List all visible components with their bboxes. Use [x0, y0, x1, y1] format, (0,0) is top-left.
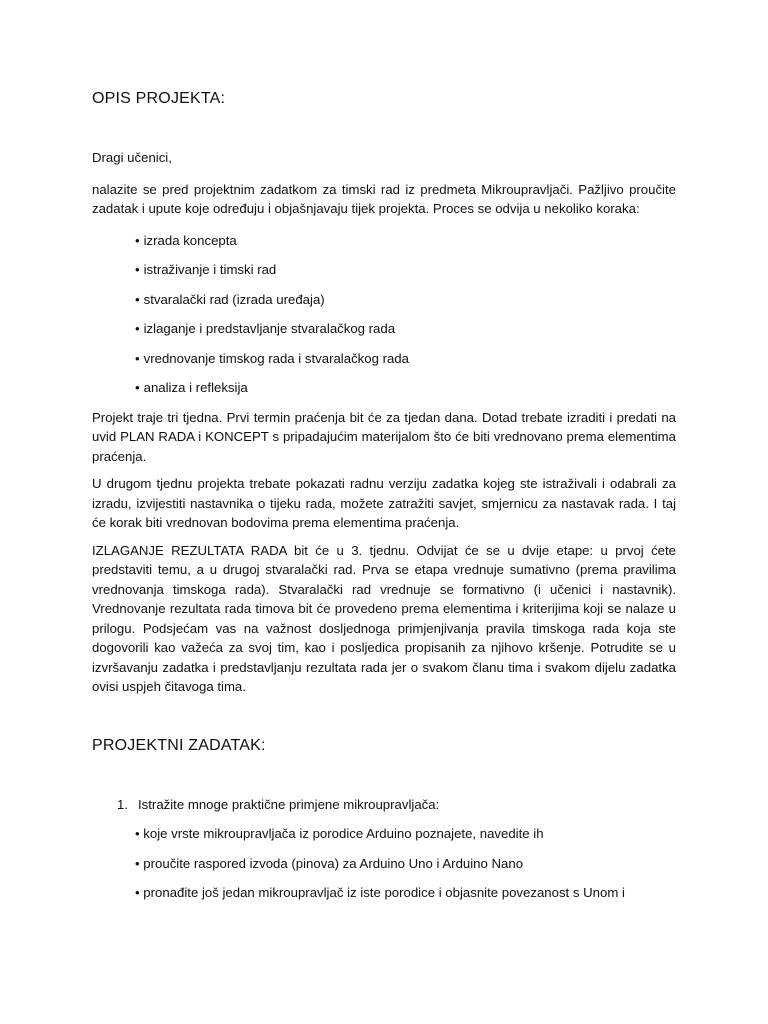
intro-paragraph: nalazite se pred projektnim zadatkom za timski rad iz predmeta Mikroupravljači. Pažljivo proučite zadatak i upute koje određuju i objašnjavaju tijek projekta. Proces se odvija u nekoliko koraka:	[92, 181, 676, 216]
list-item: • proučite raspored izvoda (pinova) za Arduino Uno i Arduino Nano	[135, 855, 524, 871]
process-steps-list	[92, 231, 676, 398]
section-heading-projektni-zadatak: PROJEKTNI ZADATAK:	[92, 736, 266, 754]
task-number: 1.	[117, 796, 128, 812]
list-item: • izrada koncepta	[135, 232, 237, 248]
bullet-icon: •	[135, 350, 140, 366]
paragraph-duration: Projekt traje tri tjedna. Prvi termin praćenja bit će za tjedan dana. Dotad trebate izraditi i predati na uvid PLAN RADA i KONCEPT s pripadajućim materijalom što će biti vrednovano prema elementima praćenja.	[92, 409, 676, 464]
section-heading-opis-projekta: OPIS PROJEKTA:	[92, 90, 226, 107]
task-item	[117, 795, 676, 903]
bullet-icon: •	[135, 380, 140, 395]
list-item: • istraživanje i timski rad	[135, 262, 277, 277]
paragraph-presentation: IZLAGANJE REZULTATA RADA bit će u 3. tjednu. Odvijat će se u dvije etape: u prvoj ćete predstaviti temu, a u drugoj stvaralački rad. Prva se etapa vrednuje sumativno (prema pravilima vrednovanja timskoga rada). Stvaralački rad vrednuje se formativno (i učenici i nastavnik). Vrednovanje rezultata rada timova bit će provedeno prema elementima i kriterijima koji se nalaze u prilogu. Podsjećam vas na važnost dosljednoga primjenjivanja pravila timskoga rada koja ste dogovorili kao važeća za svoj tim, kao i posljedica propisanih za njihovo kršenje. Potrudite se u izvršavanju zadatka i predstavljanju rezultata rada jer o svakom članu tima i svakom dijelu zadatka ovisi uspjeh čitavoga tima.	[92, 542, 676, 694]
task-title: Istražite mnoge praktične primjene mikroupravljača:	[138, 796, 440, 812]
greeting: Dragi učenici,	[92, 150, 172, 165]
bullet-icon: •	[135, 291, 140, 307]
list-item: • analiza i refleksija	[135, 380, 248, 395]
list-item: • izlaganje i predstavljanje stvaralačkog rada	[135, 321, 396, 336]
list-item: • koje vrste mikroupravljača iz porodice Arduino poznajete, navedite ih	[135, 826, 544, 841]
paragraph-second-week: U drugom tjednu projekta trebate pokazati radnu verziju zadatka kojeg ste istraživali i odabrali za izradu, izvijestiti nastavnika o tijeku rada, možete zatražiti savjet, smjernicu za nastavak rada. I taj će korak biti vrednovan bodovima prema elementima praćenja.	[92, 476, 676, 530]
list-item: • vrednovanje timskog rada i stvaralačkog rada	[135, 350, 409, 366]
task-list	[92, 795, 676, 903]
task-subitems	[117, 824, 676, 903]
bullet-icon: •	[135, 855, 140, 871]
bullet-icon: •	[135, 826, 140, 841]
bullet-icon: •	[135, 262, 140, 277]
bullet-icon: •	[135, 232, 140, 248]
bullet-icon: •	[135, 321, 140, 336]
list-item: • pronađite još jedan mikroupravljač iz iste porodice i objasnite povezanost s Unom i	[135, 885, 625, 900]
list-item: • stvaralački rad (izrada uređaja)	[135, 291, 325, 307]
bullet-icon: •	[135, 885, 140, 900]
